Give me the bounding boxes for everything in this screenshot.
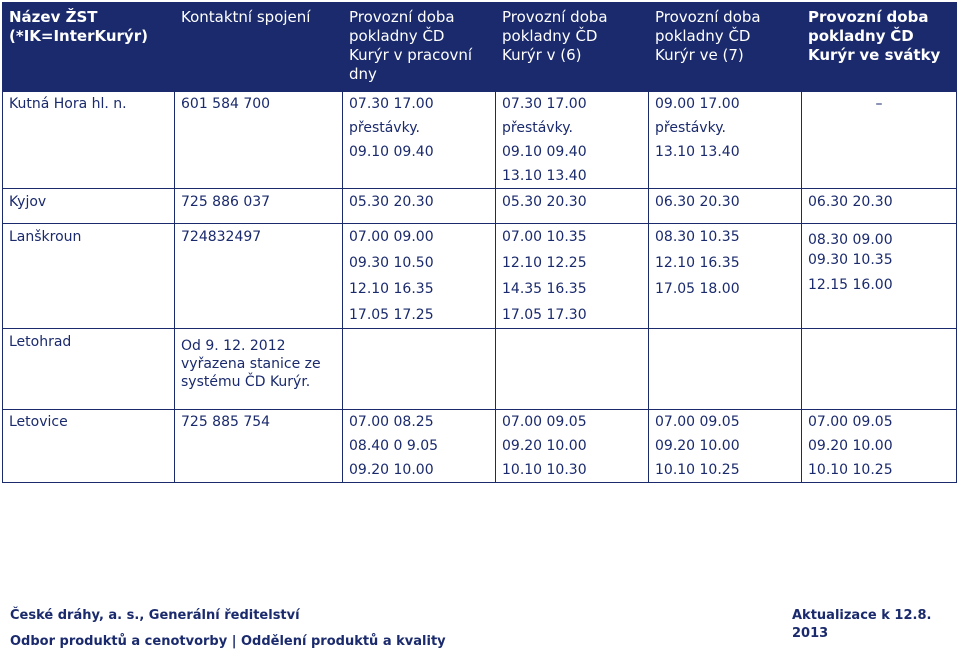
hours-holidays: 07.00 09.05 09.20 10.00 10.10 10.25 bbox=[802, 410, 957, 483]
table-header-row bbox=[3, 3, 957, 92]
hours-saturday: 05.30 20.30 bbox=[496, 189, 649, 224]
hours-workdays: 07.30 17.00 přestávky. 09.10 09.40 bbox=[343, 92, 496, 189]
hours-holidays bbox=[802, 329, 957, 410]
contact-phone: 601 584 700 bbox=[175, 92, 343, 189]
table-row-letovice bbox=[3, 410, 957, 483]
header-contact: Kontaktní spojení bbox=[175, 3, 343, 92]
hours-sunday: 09.00 17.00 přestávky. 13.10 13.40 bbox=[649, 92, 802, 189]
table-row-letohrad bbox=[3, 329, 957, 410]
station-name: Letovice bbox=[3, 410, 175, 483]
hours-workdays: 07.00 08.25 08.40 0 9.05 09.20 10.00 bbox=[343, 410, 496, 483]
hours-saturday: 07.00 10.35 12.10 12.25 14.35 16.35 17.05 17.30 bbox=[496, 224, 649, 329]
footer-organization bbox=[10, 607, 446, 651]
hours-holidays: 06.30 20.30 bbox=[802, 189, 957, 224]
contact-phone: 724832497 bbox=[175, 224, 343, 329]
opening-hours-table bbox=[2, 2, 957, 483]
hours-saturday bbox=[496, 329, 649, 410]
station-name: Kyjov bbox=[3, 189, 175, 224]
hours-workdays: 07.00 09.00 09.30 10.50 12.10 16.35 17.05 17.25 bbox=[343, 224, 496, 329]
contact-phone: 725 886 037 bbox=[175, 189, 343, 224]
header-station-name: Název ŽST (*IK=InterKurýr) bbox=[3, 3, 175, 92]
table-row-kutna-hora bbox=[3, 92, 957, 189]
table-row-kyjov bbox=[3, 189, 957, 224]
footer-updated: Aktualizace k 12.8. 2013 bbox=[792, 608, 932, 641]
hours-workdays bbox=[343, 329, 496, 410]
hours-holidays: – bbox=[802, 92, 957, 189]
hours-workdays: 05.30 20.30 bbox=[343, 189, 496, 224]
hours-sunday: 06.30 20.30 bbox=[649, 189, 802, 224]
header-saturday: Provozní doba pokladny ČD Kurýr v (6) bbox=[496, 3, 649, 92]
hours-saturday: 07.00 09.05 09.20 10.00 10.10 10.30 bbox=[496, 410, 649, 483]
footer-company: České dráhy, a. s., Generální ředitelství bbox=[10, 608, 300, 623]
station-name: Lanškroun bbox=[3, 224, 175, 329]
hours-sunday: 08.30 10.35 12.10 16.35 17.05 18.00 bbox=[649, 224, 802, 329]
contact-phone: 725 885 754 bbox=[175, 410, 343, 483]
header-holidays: Provozní doba pokladny ČD Kurýr ve svátky bbox=[802, 3, 957, 92]
hours-sunday: 07.00 09.05 09.20 10.00 10.10 10.25 bbox=[649, 410, 802, 483]
station-name: Kutná Hora hl. n. bbox=[3, 92, 175, 189]
hours-sunday bbox=[649, 329, 802, 410]
station-name: Letohrad bbox=[3, 329, 175, 410]
hours-holidays: 08.30 09.00 09.30 10.35 12.15 16.00 bbox=[802, 224, 957, 329]
hours-saturday: 07.30 17.00 přestávky. 09.10 09.40 13.10 13.40 bbox=[496, 92, 649, 189]
station-note: Od 9. 12. 2012 vyřazena stanice ze systému ČD Kurýr. bbox=[175, 329, 343, 410]
footer-department: Odbor produktů a cenotvorby | Oddělení produktů a kvality bbox=[10, 634, 446, 649]
header-sunday: Provozní doba pokladny ČD Kurýr ve (7) bbox=[649, 3, 802, 92]
table-row-lanskroun bbox=[3, 224, 957, 329]
header-workdays: Provozní doba pokladny ČD Kurýr v pracovní dny bbox=[343, 3, 496, 92]
